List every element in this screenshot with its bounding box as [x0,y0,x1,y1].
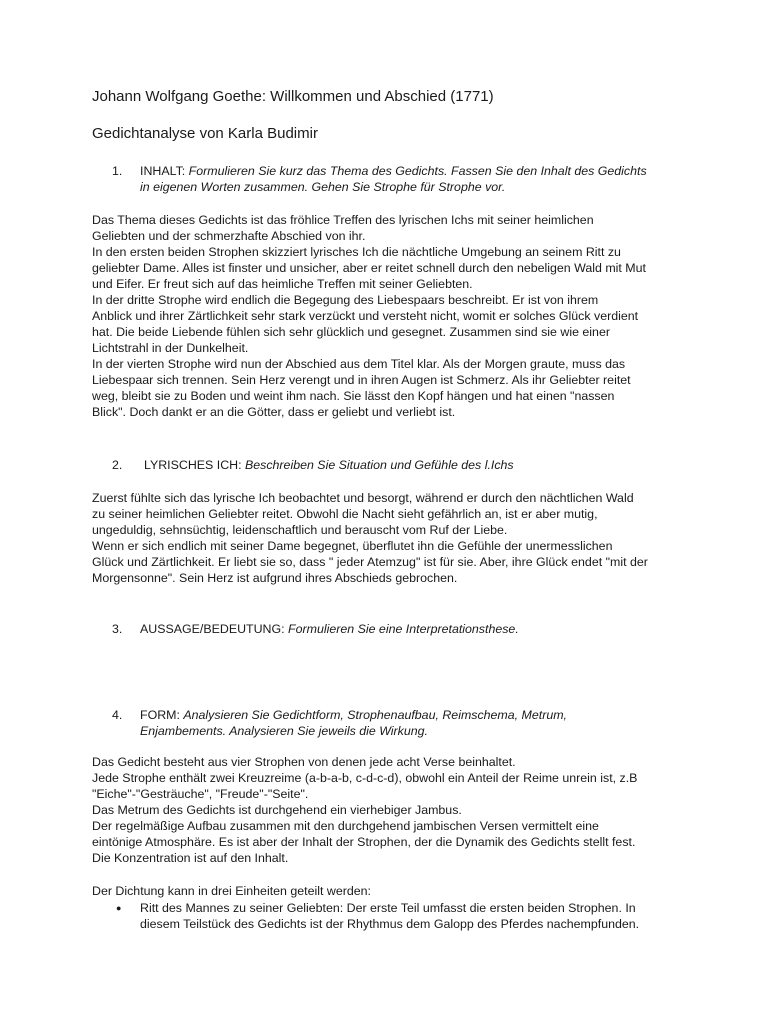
answer-4-line: Jede Strophe enthält zwei Kreuzreime (a-b-a-b, c-d-c-d), obwohl ein Anteil der Reime unrein ist, z.B [92,771,638,785]
answer-2-line: zu seiner heimlichen Geliebter reitet. Obwohl die Nacht sieht gefährlich an, ist er aber mutig, [92,507,598,521]
question-number: 1. [112,164,123,178]
bullet-icon: ● [116,903,122,913]
answer-1-line: weg, bleibt sie zu Boden und weint ihm nach. Sie lässt den Kopf hängen und hat einen "nassen [92,389,615,403]
answer-1-line: hat. Die beide Liebende fühlen sich sehr glücklich und gesegnet. Zusammen sind sie wie einer [92,325,610,339]
answer-4-line: Das Metrum des Gedichts ist durchgehend ein vierhebiger Jambus. [92,803,462,817]
question-3-text [140,621,672,637]
question-2 [112,457,672,473]
answer-2-line: Glück und Zärtlichkeit. Er liebt sie so, dass " jeder Atemzug" ist für sie. Aber, ihre Glück endet "mit der [92,555,648,569]
answer-1-line: Geliebten und der schmerzhafte Abschied von ihr. [92,229,366,243]
answer-4 [92,754,668,866]
question-2-prompt: Beschreiben Sie Situation und Gefühle des l.Ichs [244,458,514,472]
units-intro [92,883,668,899]
answer-2-line: Zuerst fühlte sich das lyrische Ich beobachtet und besorgt, während er durch den nächtlichen Wald [92,491,634,505]
answer-1-line: Das Thema dieses Gedichts ist das fröhlice Treffen des lyrischen Ichs mit seiner heimlichen [92,213,594,227]
answer-1-line: geliebter Dame. Alles ist finster und unsicher, aber er reitet schnell durch den nebeligen Wald mit Mut [92,261,646,275]
answer-1-line: In der dritte Strophe wird endlich die Begegung des Liebespaars beschreibt. Er ist von ihrem [92,293,599,307]
answer-2-line: Morgensonne". Sein Herz ist aufgrund ihres Abschieds gebrochen. [92,571,458,585]
list-item-line: Ritt des Mannes zu seiner Geliebten: Der erste Teil umfasst die ersten beiden Strophen. In [140,901,636,915]
answer-2-line: ungeduldig, sehnsüchtig, leidenschaftlich und berauscht vom Ruf der Liebe. [92,523,508,537]
question-1-prompt-line-2: in eigenen Worten zusammen. Gehen Sie Strophe für Strophe vor. [140,180,506,194]
question-4 [112,707,672,739]
document-title: Johann Wolfgang Goethe: Willkommen und Abschied (1771) [92,88,494,105]
question-4-lead: FORM: [140,708,184,722]
question-3-prompt: Formulieren Sie eine Interpretationsthese. [288,622,519,636]
question-number: 2. [112,458,123,472]
question-3-lead: AUSSAGE/BEDEUTUNG: [140,622,289,636]
list-item-text [140,900,672,932]
answer-2 [92,490,668,586]
question-4-prompt-line-1: Analysieren Sie Gedichtform, Strophenaufbau, Reimschema, Metrum, [183,708,567,722]
list-item-line: diesem Teilstück des Gedichts ist der Rhythmus dem Galopp des Pferdes nachempfunden. [140,917,640,931]
question-2-lead: LYRISCHES ICH: [144,458,245,472]
answer-4-line: Der regelmäßige Aufbau zusammen mit den durchgehend jambischen Versen vermittelt eine [92,819,599,833]
answer-4-line: Die Konzentration ist auf den Inhalt. [92,851,289,865]
answer-2-line: Wenn er sich endlich mit seiner Dame begegnet, überflutet ihn die Gefühle der unermesslichen [92,539,613,553]
question-2-text [140,457,672,473]
answer-1 [92,212,668,420]
question-1-prompt-line-1: Formulieren Sie kurz das Thema des Gedichts. Fassen Sie den Inhalt des Gedichts [188,164,647,178]
answer-1-line: Liebespaar sich trennen. Sein Herz verengt und in ihren Augen ist Schmerz. Als ihr Geliebter reitet [92,373,631,387]
question-number: 4. [112,708,123,722]
list-item [112,900,672,932]
answer-1-line: Blick". Doch dankt er an die Götter, dass er geliebt und verliebt ist. [92,405,456,419]
answer-1-line: In der vierten Strophe wird nun der Abschied aus dem Titel klar. Als der Morgen graute, muss das [92,357,626,371]
answer-4-line: eintönige Atmosphäre. Es ist aber der Inhalt der Strophen, der die Dynamik des Gedichts stellt fest. [92,835,636,849]
question-3 [112,621,672,637]
question-1-text [140,163,672,195]
document-subtitle: Gedichtanalyse von Karla Budimir [92,125,318,142]
answer-1-line: Lichtstrahl in der Dunkelheit. [92,341,249,355]
question-4-prompt-line-2: Enjambements. Analysieren Sie jeweils die Wirkung. [140,724,428,738]
answer-1-line: Anblick und ihrer Zärtlichkeit sehr stark verzückt und versteht nicht, womit er solches Glück verdient [92,309,639,323]
question-1-lead: INHALT: [140,164,189,178]
units-intro-text: Der Dichtung kann in drei Einheiten geteilt werden: [92,884,371,898]
question-4-text [140,707,672,739]
answer-4-line: "Eiche"-"Gesträuche", "Freude"-"Seite". [92,787,309,801]
answer-4-line: Das Gedicht besteht aus vier Strophen von denen jede acht Verse beinhaltet. [92,755,516,769]
question-number: 3. [112,622,123,636]
answer-1-line: In den ersten beiden Strophen skizziert lyrisches Ich die nächtliche Umgebung an seinem Ritt zu [92,245,621,259]
answer-1-line: und Eifer. Er freut sich auf das heimliche Treffen mit seiner Geliebten. [92,277,473,291]
question-1 [112,163,672,195]
